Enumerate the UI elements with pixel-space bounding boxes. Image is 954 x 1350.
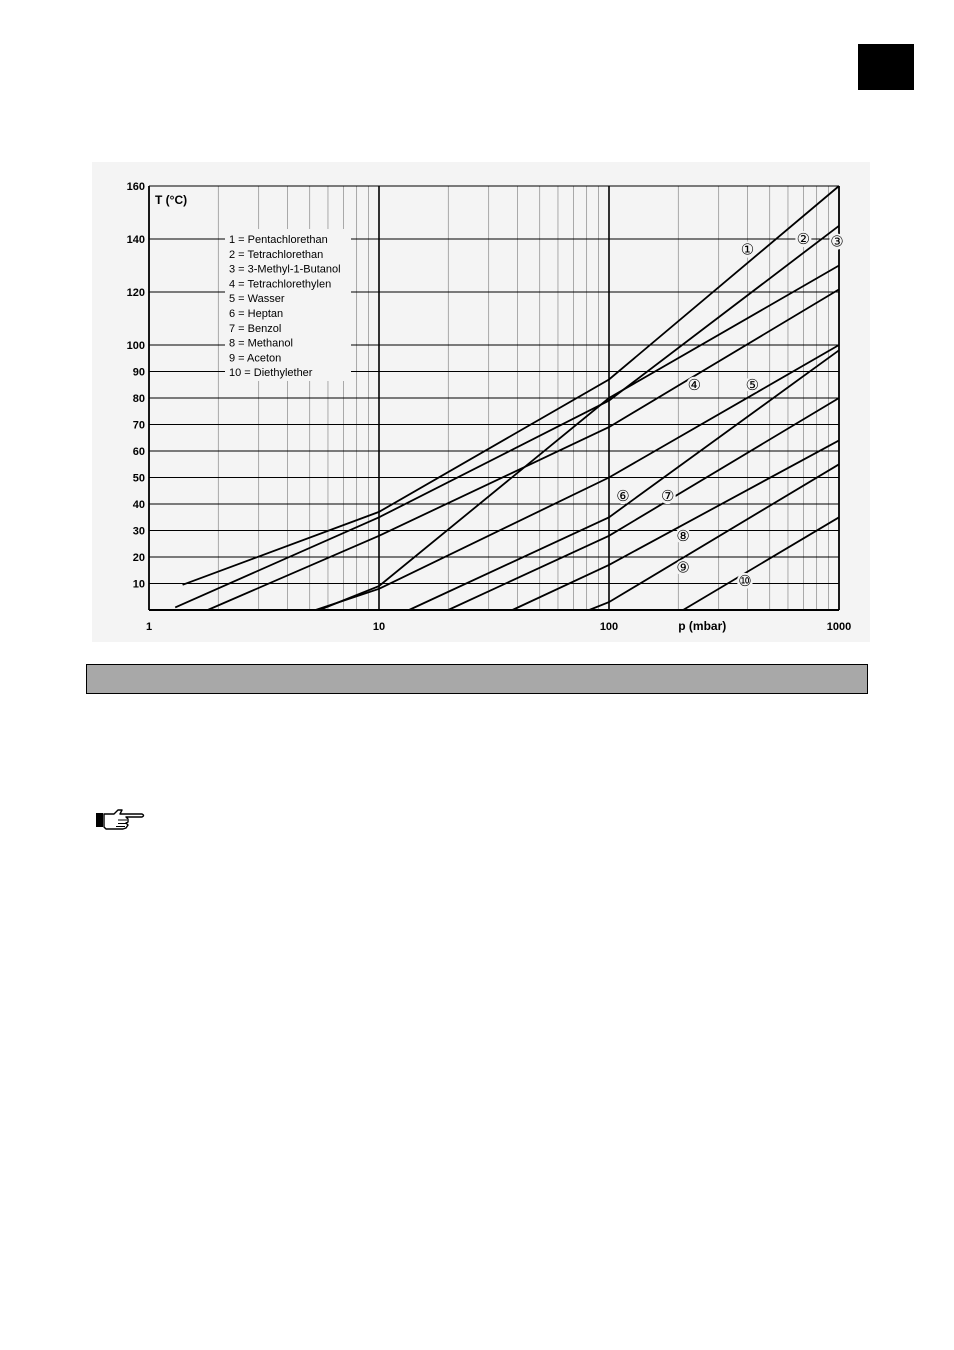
legend-item: 2 = Tetrachlorethan: [229, 248, 324, 261]
legend-item: 5 = Wasser: [229, 293, 285, 306]
series-marker-9: ⑨: [676, 559, 690, 577]
series-line-8: [512, 440, 839, 610]
legend-item: 8 = Methanol: [229, 337, 293, 350]
series-marker-3: ③: [830, 233, 844, 251]
y-tick-label: 50: [132, 472, 145, 485]
legend-item: 7 = Benzol: [229, 322, 282, 335]
legend-item: 4 = Tetrachlorethylen: [229, 278, 332, 291]
chapter-tab-marker: [858, 44, 914, 90]
series-marker-4: ④: [687, 376, 702, 394]
y-tick-label: 60: [132, 446, 145, 458]
series-marker-7: ⑦: [660, 488, 675, 506]
chart-svg: [92, 162, 870, 642]
y-tick-label: 30: [132, 525, 145, 538]
series-marker-8: ⑧: [676, 527, 690, 545]
x-tick-label: 1000: [826, 621, 852, 633]
section-header-bar: [86, 664, 868, 694]
y-tick-label: 80: [132, 393, 145, 405]
series-marker-10: ⑩: [738, 572, 752, 590]
series-marker-6: ⑥: [616, 488, 630, 506]
series-line-10: [683, 517, 839, 610]
legend-item: 10 = Diethylether: [229, 367, 313, 380]
series-line-3: [319, 266, 839, 611]
y-tick-label: 20: [132, 552, 145, 564]
x-tick-label: 1: [145, 621, 153, 633]
x-axis-title: p (mbar): [678, 619, 727, 633]
series-marker-5: ⑤: [745, 376, 760, 394]
series-marker-1: ①: [740, 241, 755, 259]
legend-item: 9 = Aceton: [229, 352, 282, 365]
pointing-hand-icon: [94, 806, 146, 834]
y-tick-label: 40: [132, 499, 145, 511]
series-marker-2: ②: [796, 231, 811, 248]
x-tick-label: 10: [372, 621, 386, 633]
y-tick-label: 100: [126, 340, 145, 352]
y-tick-label: 140: [126, 234, 145, 246]
x-tick-label: 100: [599, 621, 619, 633]
y-tick-label: 90: [132, 366, 145, 379]
vapor-pressure-chart: [92, 162, 870, 642]
y-tick-label: 120: [126, 287, 145, 299]
y-tick-label: 10: [132, 578, 145, 591]
y-tick-label: 160: [126, 181, 145, 193]
series-line-9: [589, 464, 839, 610]
legend-item: 3 = 3-Methyl-1-Butanol: [229, 263, 341, 276]
legend-item: 6 = Heptan: [229, 308, 284, 320]
y-axis-title: T (°C): [155, 193, 188, 207]
legend-item: 1 = Pentachlorethan: [229, 234, 328, 246]
y-tick-label: 70: [132, 419, 145, 432]
